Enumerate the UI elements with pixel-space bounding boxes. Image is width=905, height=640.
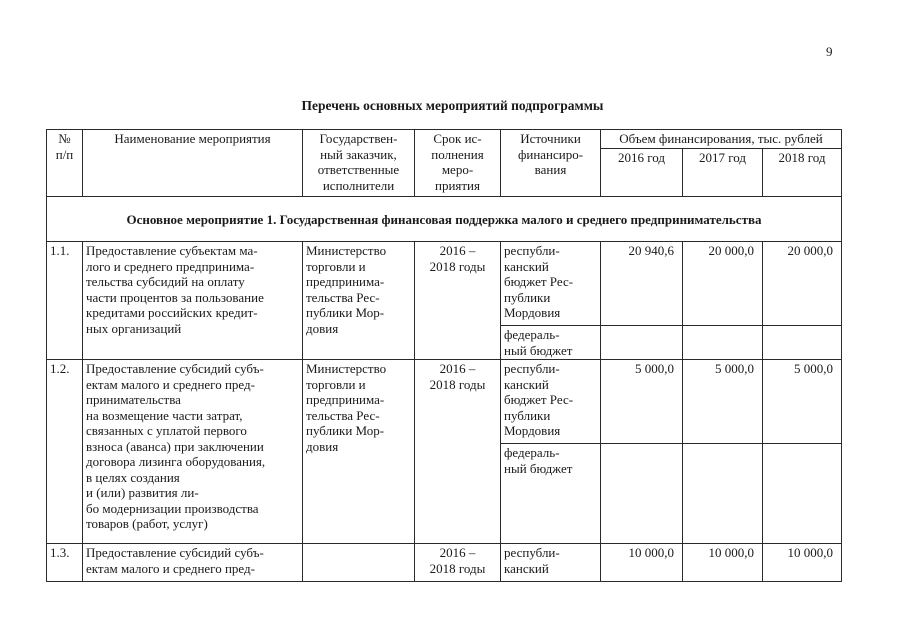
header-funding: Объем финансирования, тыс. рублей: [601, 130, 842, 149]
header-customer: Государствен- ный заказчик, ответственные исполнители: [303, 130, 415, 197]
header-year-2018: 2018 год: [763, 149, 842, 197]
row-2-num: 1.2.: [47, 360, 83, 544]
row-3-value-2018: 10 000,0: [763, 544, 842, 582]
row-1-customer: Министерство торговли и предпринима- тельства Рес- публики Мор- довия: [303, 242, 415, 360]
row-3-value-2017: 10 000,0: [683, 544, 763, 582]
row-2-federal-2018: [763, 444, 842, 544]
row-1-value-2018: 20 000,0: [763, 242, 842, 326]
row-1-federal-2017: [683, 326, 763, 360]
row-1-source-regional: республи- канский бюджет Рес- публики Мордовия: [501, 242, 601, 326]
header-year-2017: 2017 год: [683, 149, 763, 197]
row-2-term: 2016 – 2018 годы: [415, 360, 501, 544]
row-2-value-2016: 5 000,0: [601, 360, 683, 444]
row-2-customer: Министерство торговли и предпринима- тельства Рес- публики Мор- довия: [303, 360, 415, 544]
row-1-federal-2016: [601, 326, 683, 360]
row-2-source-regional: республи- канский бюджет Рес- публики Мордовия: [501, 360, 601, 444]
header-year-2016: 2016 год: [601, 149, 683, 197]
header-num: № п/п: [47, 130, 83, 197]
page-number: 9: [826, 44, 833, 59]
row-2-federal-2017: [683, 444, 763, 544]
row-2-value-2018: 5 000,0: [763, 360, 842, 444]
row-1-num: 1.1.: [47, 242, 83, 360]
section-heading-1: Основное мероприятие 1. Государственная финансовая поддержка малого и среднего предпринимательства: [47, 197, 842, 242]
row-3-value-2016: 10 000,0: [601, 544, 683, 582]
row-2-federal-2016: [601, 444, 683, 544]
header-name: Наименование мероприятия: [83, 130, 303, 197]
row-3-name: Предоставление субсидий субъ- ектам малого и среднего пред-: [83, 544, 303, 582]
document-title: Перечень основных мероприятий подпрограммы: [301, 98, 604, 113]
row-1-name: Предоставление субъектам ма- лого и среднего предпринима- тельства субсидий на оплату части процентов за пользование кредитами российских кредит- ных организаций: [83, 242, 303, 360]
row-3-num: 1.3.: [47, 544, 83, 582]
row-2-source-federal: федераль- ный бюджет: [501, 444, 601, 544]
measures-table: [46, 129, 842, 582]
header-term: Срок ис- полнения меро- приятия: [415, 130, 501, 197]
row-2-value-2017: 5 000,0: [683, 360, 763, 444]
row-1-source-federal: федераль- ный бюджет: [501, 326, 601, 360]
row-3-source-regional: республи- канский: [501, 544, 601, 582]
row-1-federal-2018: [763, 326, 842, 360]
row-1-value-2016: 20 940,6: [601, 242, 683, 326]
row-3-customer: [303, 544, 415, 582]
row-3-term: 2016 – 2018 годы: [415, 544, 501, 582]
header-sources: Источники финансиро- вания: [501, 130, 601, 197]
row-1-term: 2016 – 2018 годы: [415, 242, 501, 360]
row-2-name: Предоставление субсидий субъ- ектам малого и среднего пред- принимательства на возмещение части затрат, связанных с уплатой первого взноса (аванса) при заключении договора лизинга оборудования, в целях создания и (или) развития ли- бо модернизации производства товаров (работ, услуг): [83, 360, 303, 544]
row-1-value-2017: 20 000,0: [683, 242, 763, 326]
